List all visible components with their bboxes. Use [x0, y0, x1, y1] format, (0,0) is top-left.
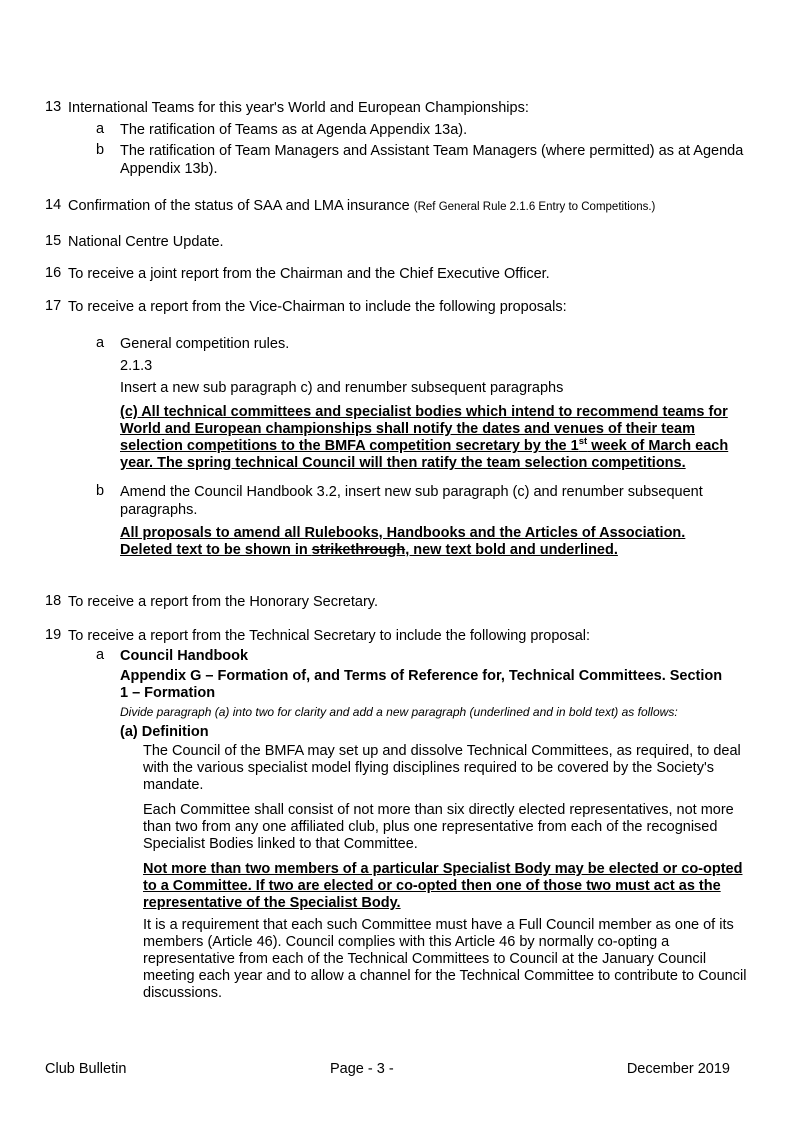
agenda-item-15 — [45, 233, 750, 251]
item-14-rule-reference: (Ref General Rule 2.1.6 Entry to Competitions.) — [413, 201, 656, 213]
item-18-body — [68, 593, 750, 611]
definition-paragraph-3: It is a requirement that each such Committee must have a Full Council member as one of its members (Article 46). Council complies with this Article 46 by normally co-opting a representative from each of the Technical Committees to Council at the January Council meeting each year and to allow a channel for the Technical Committee to contribute to Council discussions. — [143, 917, 747, 1001]
item-16-body — [68, 265, 750, 283]
page-footer — [0, 1061, 794, 1079]
definition-heading: (a) Definition — [120, 724, 209, 740]
item-19a-body — [120, 647, 750, 1002]
item-18-text: To receive a report from the Honorary Secretary. — [68, 594, 378, 610]
item-19a-proposal-text: Not more than two members of a particular Specialist Body may be elected or co-opted to a Committee. If two are elected or co-opted then one of those two must act as the representative of the Specialist Body. — [143, 861, 743, 911]
superscript-st: st — [578, 436, 588, 448]
item-13b-letter: b — [96, 142, 105, 158]
item-14-text: Confirmation of the status of SAA and LMA insurance — [68, 198, 410, 214]
definition-paragraph-1: The Council of the BMFA may set up and dissolve Technical Committees, as required, to deal with the various specialist model flying disciplines required to be covered by the Society's mandate. — [143, 743, 741, 793]
item-17-body — [68, 298, 750, 559]
item-13b-text: The ratification of Team Managers and Assistant Team Managers (where permitted) as at Agenda Appendix 13b). — [120, 143, 744, 177]
item-18-number: 18 — [45, 593, 62, 609]
editorial-note: Divide paragraph (a) into two for clarity and add a new paragraph (underlined and in bold text) as follows: — [120, 705, 678, 719]
item-17a-rule-number: 2.1.3 — [120, 358, 153, 374]
item-14-number: 14 — [45, 197, 62, 213]
agenda-item-13 — [45, 99, 750, 178]
item-19-text: To receive a report from the Technical Secretary to include the following proposal: — [68, 628, 591, 644]
item-13-text: International Teams for this year's World and European Championships: — [68, 100, 529, 116]
item-19-number: 19 — [45, 627, 62, 643]
item-15-text: National Centre Update. — [68, 234, 224, 250]
agenda-item-18 — [45, 593, 750, 611]
item-13a — [96, 121, 750, 139]
item-17b-body — [120, 483, 750, 559]
item-13a-letter: a — [96, 121, 105, 137]
item-15-body — [68, 233, 750, 251]
item-16-number: 16 — [45, 265, 62, 281]
item-19-body — [68, 627, 750, 1002]
proposal-text-after-strike: , new text bold and underlined. — [405, 542, 618, 558]
item-17a — [96, 335, 750, 472]
definition-paragraphs — [143, 743, 750, 1002]
item-13a-body — [120, 121, 750, 139]
item-17a-instruction: Insert a new sub paragraph c) and renumber subsequent paragraphs — [120, 380, 564, 396]
item-17b-letter: b — [96, 483, 105, 499]
proposal-text-before-strike: All proposals to amend all Rulebooks, Handbooks and the Articles of Association. Deleted text to be shown in — [120, 525, 686, 558]
item-14-body — [68, 197, 750, 216]
item-17a-line1: General competition rules. — [120, 336, 290, 352]
strikethrough-word: strikethrough — [311, 542, 406, 558]
item-17a-body — [120, 335, 750, 472]
item-17b-proposal-text — [120, 525, 740, 559]
item-17b — [96, 483, 750, 559]
proposal-text-after-superscript: week of March each year. The spring technical Council will then ratify the team selection competitions. — [120, 438, 729, 471]
council-handbook-heading: Council Handbook — [120, 648, 249, 664]
agenda-item-19 — [45, 627, 750, 1002]
item-13a-text: The ratification of Teams as at Agenda Appendix 13a). — [120, 122, 468, 138]
item-15-number: 15 — [45, 233, 62, 249]
item-16-text: To receive a joint report from the Chairman and the Chief Executive Officer. — [68, 266, 550, 282]
footer-document-title: Club Bulletin — [45, 1061, 127, 1077]
item-13-body — [68, 99, 750, 178]
appendix-g-heading: Appendix G – Formation of, and Terms of Reference for, Technical Committees. Section 1 – Formation — [120, 668, 723, 701]
item-19a — [96, 647, 750, 1002]
item-17b-text: Amend the Council Handbook 3.2, insert new sub paragraph (c) and renumber subsequent paragraphs. — [120, 484, 703, 518]
agenda-item-16 — [45, 265, 750, 283]
item-17a-letter: a — [96, 335, 105, 351]
item-17a-proposal-text — [120, 404, 740, 472]
footer-date: December 2019 — [626, 1061, 730, 1077]
item-19a-letter: a — [96, 647, 105, 663]
definition-paragraph-2: Each Committee shall consist of not more than six directly elected representatives, not more than two from any one affiliated club, plus one representative from each of the recognised Specialist Bodies linked to that Committee. — [143, 802, 734, 852]
footer-page-number: Page - 3 - — [330, 1061, 394, 1077]
item-13b — [96, 142, 750, 178]
item-17-number: 17 — [45, 298, 62, 314]
agenda-item-17 — [45, 298, 750, 559]
agenda-item-14 — [45, 197, 750, 216]
item-17-text: To receive a report from the Vice-Chairman to include the following proposals: — [68, 299, 567, 315]
proposal-text-before-superscript: (c) All technical committees and specialist bodies which intend to recommend teams for World and European championships shall notify the dates and venues of their team selection competitions to the BMFA competition secretary by the 1 — [120, 404, 728, 454]
item-13b-body — [120, 142, 750, 178]
item-14-line — [68, 197, 750, 216]
item-13-number: 13 — [45, 99, 62, 115]
